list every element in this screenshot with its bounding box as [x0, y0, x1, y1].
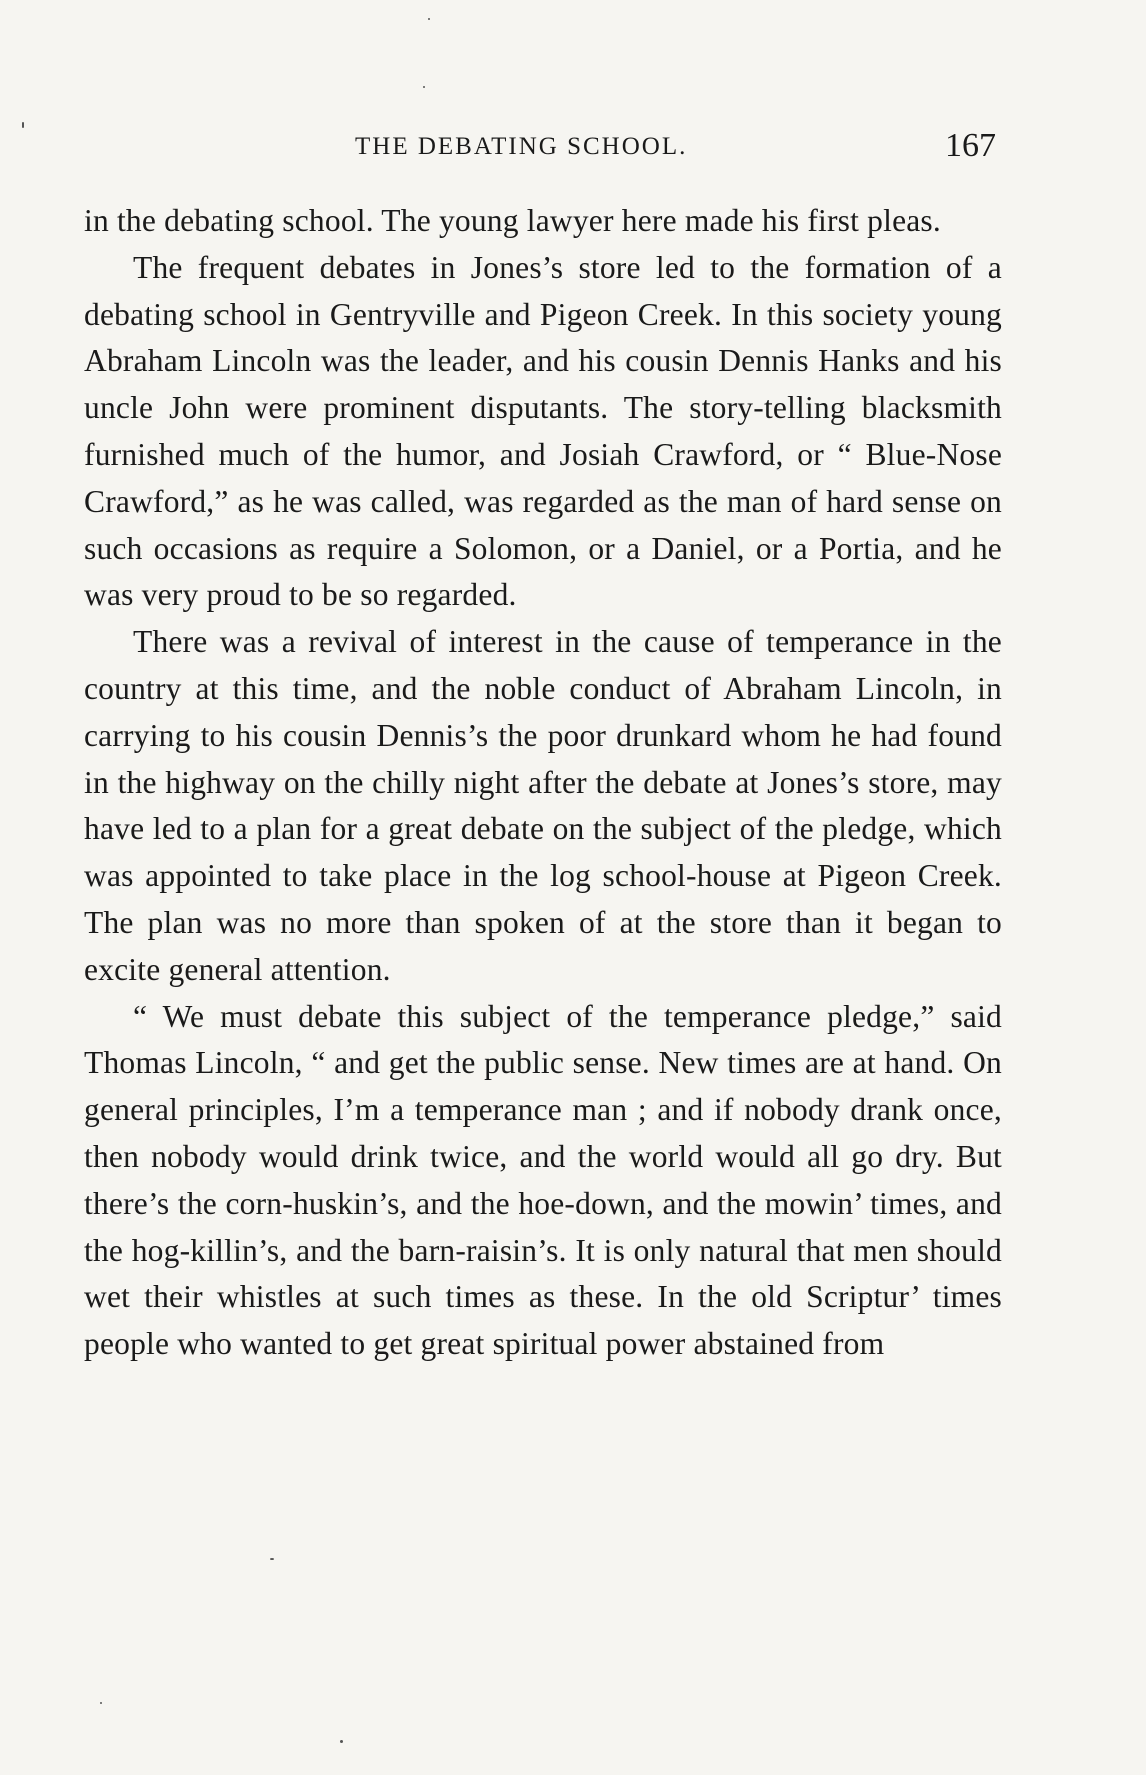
scan-speck [270, 1558, 274, 1560]
scan-speck [423, 86, 425, 88]
paragraph-thomas-lincoln-quote: “ We must debate this subject of the temperance pledge,” said Thomas Lincoln, “ and get the public sense. New times are at hand. On general principles, I’m a temperance man ; and if nobody drank once, then nobody would drink twice, and the world would all go dry. But there’s the corn-huskin’s, and the hoe-down, and the mowin’ times, and the hog-killin’s, and the barn-raisin’s. It is only natural that men should wet their whistles at such times as these. In the old Scriptur’ times people who wanted to get great spiritual power abstained from [84, 998, 1002, 1362]
scan-speck [428, 18, 430, 20]
paragraph-temperance-revival: There was a revival of interest in the cause of temperance in the country at this time, and the noble conduct of Abraham Lincoln, in carrying to his cousin Dennis’s the poor drunkard whom he had found in the highway on the chilly night after the debate at Jones’s store, may have led to a plan for a great debate on the subject of the pledge, which was appointed to take place in the log school-house at Pigeon Creek. The plan was no more than spoken of at the store than it began to excite general attention. [84, 624, 1002, 987]
running-head [0, 127, 1146, 172]
paragraph-debating-school: The frequent debates in Jones’s store led to the formation of a debating school in Gentryville and Pigeon Creek. In this society young Abraham Lincoln was the leader, and his cousin Dennis Hanks and his uncle John were prominent disputants. The story-telling blacksmith furnished much of the humor, and Josiah Crawford, or “ Blue-Nose Crawford,” as he was called, was regarded as the man of hard sense on such occasions as require a Solomon, or a Daniel, or a Portia, and he was very proud to be so regarded. [84, 249, 1002, 613]
chapter-title: THE DEBATING SCHOOL. [355, 133, 688, 160]
page-number: 167 [945, 127, 996, 164]
scan-speck [22, 122, 24, 128]
body-text [84, 198, 1002, 1368]
paragraph-continuation: in the debating school. The young lawyer here made his first pleas. [84, 203, 941, 238]
scan-speck [340, 1740, 343, 1743]
scan-speck [100, 1702, 102, 1704]
